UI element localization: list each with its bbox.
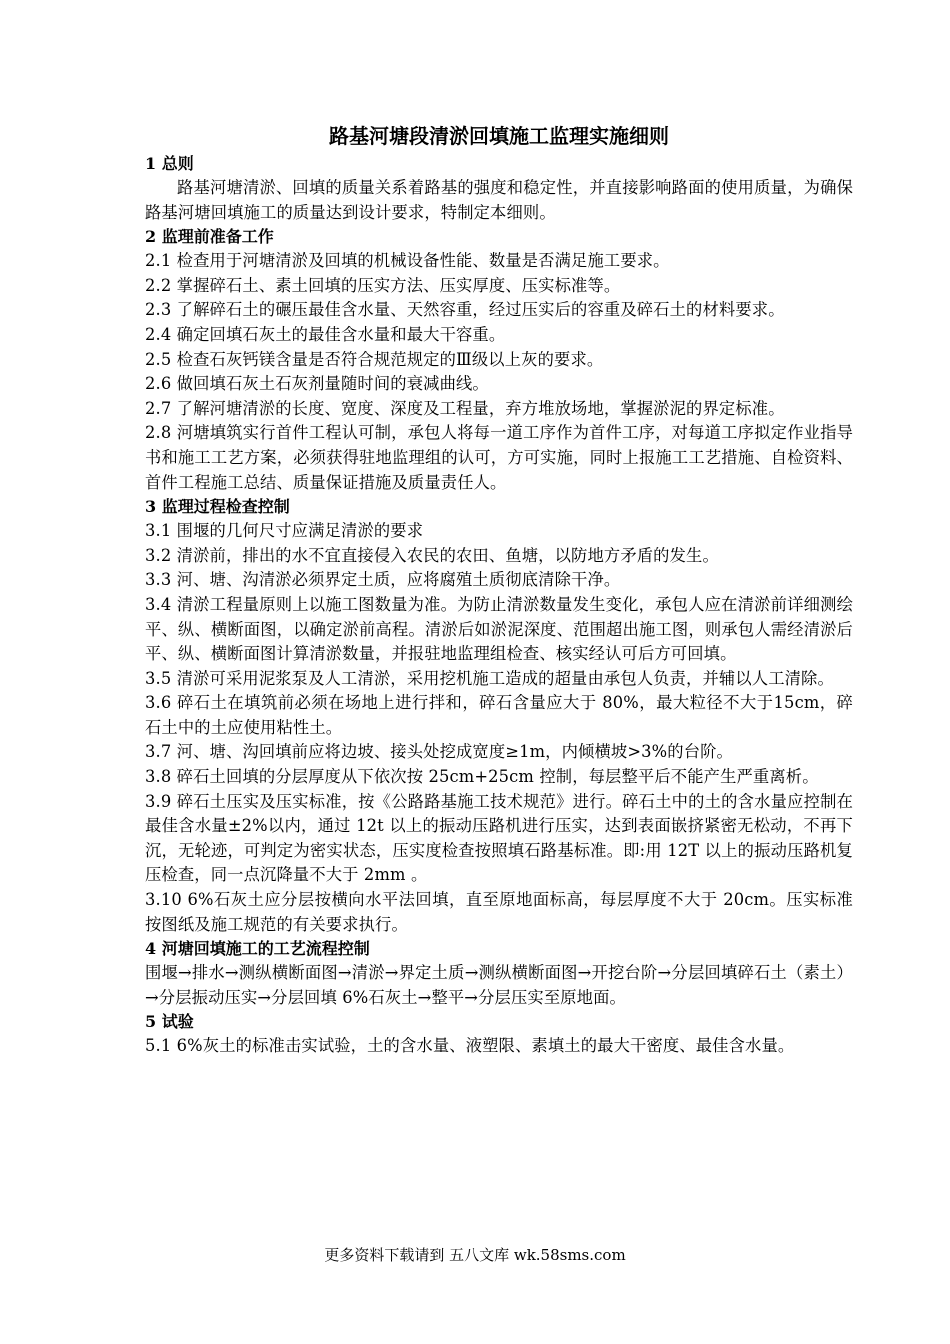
- section-heading: 2 监理前准备工作: [145, 227, 274, 247]
- paragraph: 5.1 6%灰土的标准击实试验，土的含水量、液塑限、素填土的最大干密度、最佳含水量。: [145, 1036, 795, 1056]
- paragraph: 3.9 碎石土压实及压实标准，按《公路路基施工技术规范》进行。碎石土中的土的含水量应控制在最佳含水量±2%以内，通过 12t 以上的振动压路机进行压实，达到表面嵌挤紧密无松动，不再下沉，无轮迹，可判定为密实状态，压实度检查按照填石路基标准。即:用 12T 以上的振动压路机复压检查，同一点沉降量不大于 2mm 。: [145, 791, 853, 885]
- paragraph: 3.8 碎石土回填的分层厚度从下依次按 25cm+25cm 控制，每层整平后不能产生严重离析。: [145, 767, 819, 787]
- paragraph: 3.4 清淤工程量原则上以施工图数量为准。为防止清淤数量发生变化，承包人应在清淤前详细测绘平、纵、横断面图，以确定淤前高程。清淤后如淤泥深度、范围超出施工图，则承包人需经清淤后平、纵、横断面图计算清淤数量，并报驻地监理组检查、核实经认可后方可回填。: [145, 594, 853, 664]
- paragraph: 2.3 了解碎石土的碾压最佳含水量、天然容重，经过压实后的容重及碎石土的材料要求。: [145, 300, 785, 320]
- paragraph: 2.8 河塘填筑实行首件工程认可制，承包人将每一道工序作为首件工序，对每道工序拟定作业指导书和施工工艺方案，必须获得驻地监理组的认可，方可实施，同时上报施工工艺措施、自检资料、首件工程施工总结、质量保证措施及质量责任人。: [145, 423, 853, 492]
- paragraph: 2.1 检查用于河塘清淤及回填的机械设备性能、数量是否满足施工要求。: [145, 251, 670, 271]
- paragraph: 3.3 河、塘、沟清淤必须界定土质，应将腐殖土质彻底清除干净。: [145, 570, 621, 590]
- footer-text[interactable]: 更多资料下载请到 五八文库 wk.58sms.com: [324, 1246, 626, 1264]
- paragraph: 3.7 河、塘、沟回填前应将边坡、接头处挖成宽度≥1m，内倾横坡>3%的台阶。: [145, 742, 733, 762]
- paragraph: 3.10 6%石灰土应分层按横向水平法回填，直至原地面标高，每层厚度不大于 20cm。压实标准按图纸及施工规范的有关要求执行。: [145, 890, 853, 934]
- paragraph: 3.1 围堰的几何尺寸应满足清淤的要求: [145, 521, 424, 541]
- paragraph: 2.2 掌握碎石土、素土回填的压实方法、压实厚度、压实标准等。: [145, 275, 621, 295]
- paragraph: 3.2 清淤前，排出的水不宜直接侵入农民的农田、鱼塘，以防地方矛盾的发生。: [145, 545, 719, 565]
- document-sections: [145, 152, 853, 1059]
- paragraph: 2.5 检查石灰钙镁含量是否符合规范规定的Ⅲ级以上灰的要求。: [145, 349, 604, 369]
- document-title: 路基河塘段清淤回填施工监理实施细则: [329, 124, 669, 148]
- paragraph: 2.6 做回填石灰土石灰剂量随时间的衰减曲线。: [145, 374, 489, 394]
- section-heading: 5 试验: [145, 1012, 194, 1032]
- section-heading: 3 监理过程检查控制: [145, 497, 290, 517]
- paragraph: 路基河塘清淤、回填的质量关系着路基的强度和稳定性，并直接影响路面的使用质量，为确保路基河塘回填施工的质量达到设计要求，特制定本细则。: [145, 178, 853, 222]
- section-heading: 1 总则: [145, 154, 194, 173]
- section-heading: 4 河塘回填施工的工艺流程控制: [145, 939, 370, 959]
- paragraph: 2.4 确定回填石灰土的最佳含水量和最大干容重。: [145, 324, 506, 344]
- document-body: [145, 120, 853, 1059]
- paragraph: 3.6 碎石土在填筑前必须在场地上进行拌和，碎石含量应大于 80%，最大粒径不大于15cm，碎石土中的土应使用粘性土。: [145, 693, 853, 737]
- paragraph: 2.7 了解河塘清淤的长度、宽度、深度及工程量，弃方堆放场地，掌握淤泥的界定标准。: [145, 398, 785, 418]
- paragraph: 围堰→排水→测纵横断面图→清淤→界定土质→测纵横断面图→开挖台阶→分层回填碎石土（素土）→分层振动压实→分层回填 6%石灰土→整平→分层压实至原地面。: [145, 963, 853, 1007]
- paragraph: 3.5 清淤可采用泥浆泵及人工清淤，采用挖机施工造成的超量由承包人负责，并辅以人工清除。: [145, 668, 834, 688]
